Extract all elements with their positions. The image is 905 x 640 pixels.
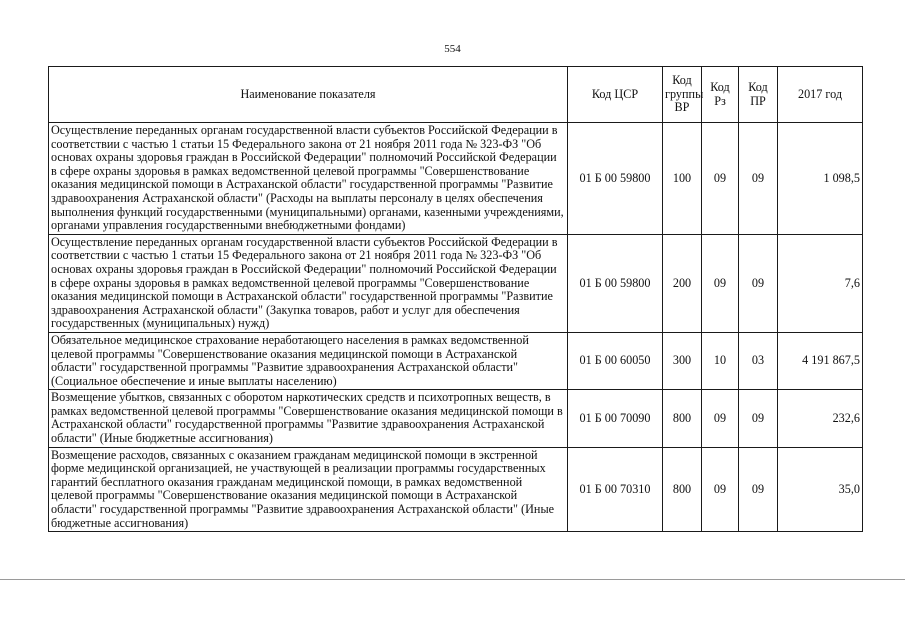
- table-row: [49, 332, 863, 389]
- table-row: [49, 447, 863, 532]
- row-amount: 7,6: [778, 234, 863, 332]
- row-vr: 200: [663, 234, 702, 332]
- row-csr: 01 Б 00 70310: [568, 447, 663, 532]
- row-vr: 800: [663, 390, 702, 447]
- header-row: [49, 67, 863, 123]
- row-csr: 01 Б 00 60050: [568, 332, 663, 389]
- row-vr: 300: [663, 332, 702, 389]
- row-rz: 09: [702, 234, 739, 332]
- row-rz: 10: [702, 332, 739, 389]
- row-amount: 35,0: [778, 447, 863, 532]
- table-header: [49, 67, 863, 123]
- table-row: [49, 390, 863, 447]
- row-csr: 01 Б 00 59800: [568, 123, 663, 235]
- row-csr: 01 Б 00 59800: [568, 234, 663, 332]
- row-pr: 09: [739, 123, 778, 235]
- row-name: Возмещение расходов, связанных с оказанием гражданам медицинской помощи в экстренной форме медицинской организацией, не участвующей в реализации программы государственных гарантий бесплатного оказания гражданам медицинской помощи, в рамках ведомственной целевой программы "Совершенствование оказания медицинской помощи в Астраханской области" государственной программы "Развитие здравоохранения Астраханской области" (Иные бюджетные ассигнования): [49, 447, 568, 532]
- row-rz: 09: [702, 390, 739, 447]
- row-pr: 03: [739, 332, 778, 389]
- row-amount: 1 098,5: [778, 123, 863, 235]
- table-row: [49, 234, 863, 332]
- row-pr: 09: [739, 390, 778, 447]
- row-name: Осуществление переданных органам государственной власти субъектов Российской Федерации в соответствии с частью 1 статьи 15 Федерального закона от 21 ноября 2011 года № 323-ФЗ "Об основах охраны здоровья граждан в Российской Федерации" полномочий Российской Федерации в сфере охраны здоровья в рамках ведомственной целевой программы "Совершенствование оказания медицинской помощи в Астраханской области" государственной программы "Развитие здравоохранения Астраханской области" (Расходы на выплаты персоналу в целях обеспечения выполнения функций государственными (муниципальными) органами, казенными учреждениями, органами управления государственными внебюджетными фондами): [49, 123, 568, 235]
- header-csr: Код ЦСР: [568, 67, 663, 123]
- page-number: 554: [444, 43, 461, 55]
- row-name: Возмещение убытков, связанных с оборотом наркотических средств и психотропных веществ, в рамках ведомственной целевой программы "Совершенствование оказания медицинской помощи в Астраханской области" государственной программы "Развитие здравоохранения Астраханской области" (Иные бюджетные ассигнования): [49, 390, 568, 447]
- row-pr: 09: [739, 234, 778, 332]
- row-vr: 100: [663, 123, 702, 235]
- row-name: Осуществление переданных органам государственной власти субъектов Российской Федерации в соответствии с частью 1 статьи 15 Федерального закона от 21 ноября 2011 года № 323-ФЗ "Об основах охраны здоровья граждан в Российской Федерации" полномочий Российской Федерации в сфере охраны здоровья в рамках ведомственной целевой программы "Совершенствование оказания медицинской помощи в Астраханской области" государственной программы "Развитие здравоохранения Астраханской области" (Закупка товаров, работ и услуг для обеспечения государственных (муниципальных) нужд): [49, 234, 568, 332]
- table-body: [49, 123, 863, 532]
- row-pr: 09: [739, 447, 778, 532]
- row-amount: 4 191 867,5: [778, 332, 863, 389]
- header-pr: Код ПР: [739, 67, 778, 123]
- row-name: Обязательное медицинское страхование неработающего населения в рамках ведомственной целевой программы "Совершенствование оказания медицинской помощи в Астраханской области" государственной программы "Развитие здравоохранения Астраханской области" (Социальное обеспечение и иные выплаты населению): [49, 332, 568, 389]
- row-amount: 232,6: [778, 390, 863, 447]
- header-vr: Код группы ВР: [663, 67, 702, 123]
- header-rz: Код Рз: [702, 67, 739, 123]
- row-rz: 09: [702, 123, 739, 235]
- budget-table: [48, 66, 863, 532]
- bottom-divider: [0, 579, 905, 580]
- row-rz: 09: [702, 447, 739, 532]
- header-year: 2017 год: [778, 67, 863, 123]
- row-vr: 800: [663, 447, 702, 532]
- header-name: Наименование показателя: [49, 67, 568, 123]
- table-row: [49, 123, 863, 235]
- row-csr: 01 Б 00 70090: [568, 390, 663, 447]
